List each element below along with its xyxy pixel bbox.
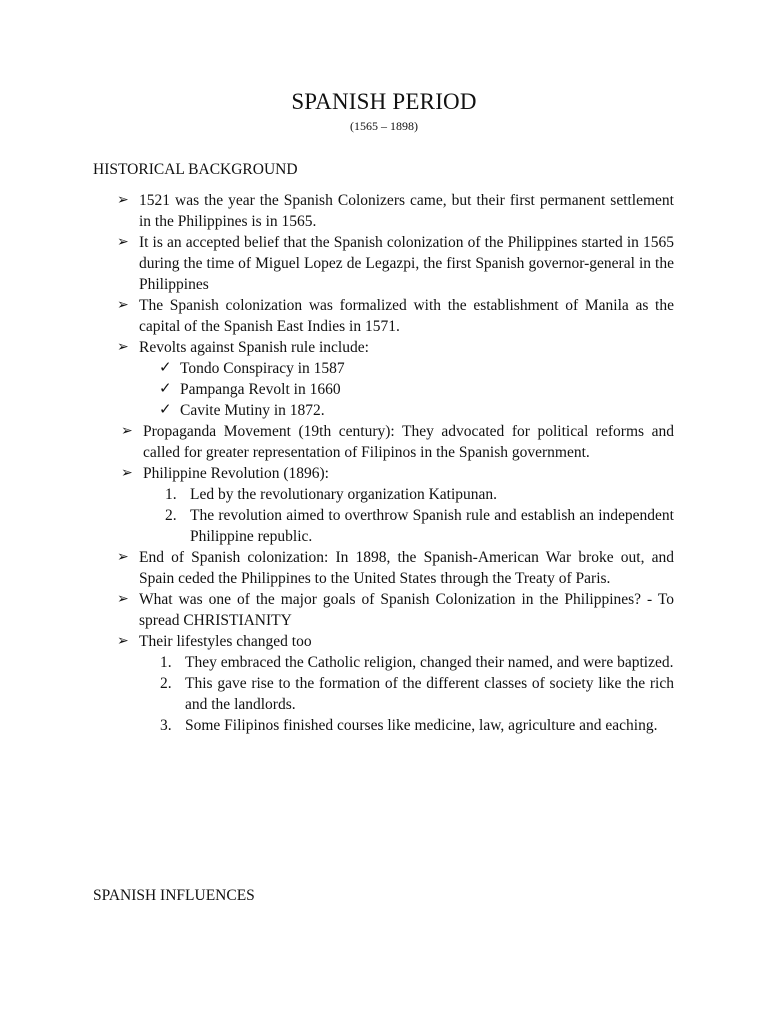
list-item: ➢ Revolts against Spanish rule include: xyxy=(117,339,369,356)
arrow-bullet-icon: ➢ xyxy=(117,298,129,313)
number-marker: 2. xyxy=(165,507,177,524)
number-marker: 1. xyxy=(165,486,177,503)
list-item: ➢ End of Spanish colonization: In 1898, the Spanish-American War broke out, and Spain ceded the Philippines to the United States through the Treaty of Paris. xyxy=(117,549,674,587)
page-subtitle: (1565 – 1898) xyxy=(350,119,418,133)
bullet-list xyxy=(0,190,768,736)
arrow-bullet-icon: ➢ xyxy=(117,550,129,565)
list-item: ➢ What was one of the major goals of Spanish Colonization in the Philippines? - To spread CHRISTIANITY xyxy=(117,591,674,629)
list-item: 3. Some Filipinos finished courses like medicine, law, agriculture and eaching. xyxy=(160,717,658,734)
number-marker: 2. xyxy=(160,675,172,692)
arrow-bullet-icon: ➢ xyxy=(117,340,129,355)
list-item: ➢ Propaganda Movement (19th century): They advocated for political reforms and called for greater representation of Filipinos in the Spanish government. xyxy=(121,423,674,461)
list-item: ✓ Tondo Conspiracy in 1587 xyxy=(159,360,345,377)
list-item: ➢ Their lifestyles changed too xyxy=(117,633,312,650)
number-marker: 1. xyxy=(160,654,172,671)
arrow-bullet-icon: ➢ xyxy=(117,634,129,649)
arrow-bullet-icon: ➢ xyxy=(117,592,129,607)
list-item: ➢ Philippine Revolution (1896): xyxy=(121,465,329,482)
list-item: 1. Led by the revolutionary organization Katipunan. xyxy=(165,486,498,503)
arrow-bullet-icon: ➢ xyxy=(121,424,133,439)
list-item: ➢ The Spanish colonization was formalized with the establishment of Manila as the capital of the Spanish East Indies in 1571. xyxy=(117,297,674,335)
list-item: 2. This gave rise to the formation of the different classes of society like the rich and the landlords. xyxy=(160,675,674,713)
check-bullet-icon: ✓ xyxy=(159,360,172,376)
page-title: SPANISH PERIOD xyxy=(291,89,477,114)
list-item: ✓ Pampanga Revolt in 1660 xyxy=(159,381,341,398)
list-item: ➢ 1521 was the year the Spanish Colonizers came, but their first permanent settlement in the Philippines is in 1565. xyxy=(117,192,674,230)
check-bullet-icon: ✓ xyxy=(159,381,172,397)
check-bullet-icon: ✓ xyxy=(159,402,172,418)
arrow-bullet-icon: ➢ xyxy=(121,466,133,481)
list-item: 1. They embraced the Catholic religion, changed their named, and were baptized. xyxy=(160,654,674,671)
arrow-bullet-icon: ➢ xyxy=(117,235,129,250)
section-heading-spanish-influences: SPANISH INFLUENCES xyxy=(93,887,255,904)
list-item: ✓ Cavite Mutiny in 1872. xyxy=(159,402,325,419)
list-item: ➢ It is an accepted belief that the Spanish colonization of the Philippines started in 1565 during the time of Miguel Lopez de Legazpi, the first Spanish governor-general in the Philippines xyxy=(117,234,674,293)
arrow-bullet-icon: ➢ xyxy=(117,193,129,208)
number-marker: 3. xyxy=(160,717,172,734)
section-heading-historical-background: HISTORICAL BACKGROUND xyxy=(93,161,298,178)
list-item: 2. The revolution aimed to overthrow Spanish rule and establish an independent Philippine republic. xyxy=(165,507,674,545)
